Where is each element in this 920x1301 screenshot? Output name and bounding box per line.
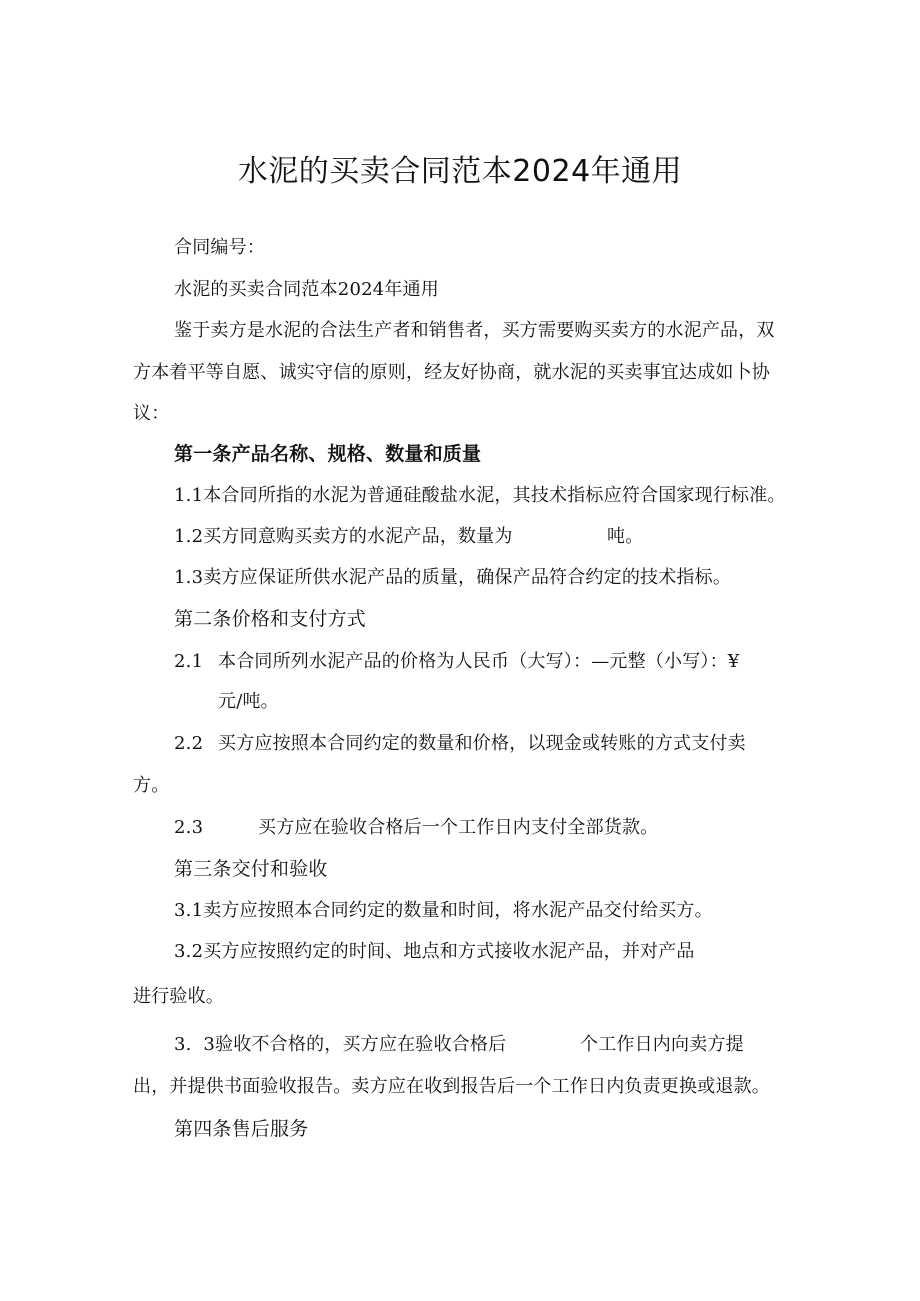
clause-3-1: 3.1卖方应按照本合同约定的数量和时间，将水泥产品交付给买方。 (174, 900, 713, 921)
clause-2-2: 买方应按照本合同约定的数量和价格，以现金或转账的方式支付卖 (218, 733, 746, 754)
preamble-line-2: 方本着平等自愿、诚实守信的原则，经友好协商，就水泥的买卖事宜达成如卜协 (133, 362, 770, 383)
document-subtitle: 水泥的买卖合同范本2024年通用 (174, 279, 440, 300)
clause-1-1: 1.1本合同所指的水泥为普通硅酸盐水泥，其技术指标应符合国家现行标准。 (174, 485, 786, 506)
clause-2-1: 本合同所列水泥产品的价格为人民币（大写）：—元整（小写）：¥ (218, 651, 740, 672)
clause-3-3-part-2: 个工作日内向卖方提 (580, 1034, 744, 1055)
clause-3-2: 3.2买方应按照约定的时间、地点和方式接收水泥产品，并对产品 (174, 941, 695, 962)
clause-2-2-number: 2.2 (174, 733, 204, 754)
preamble-line-1: 鉴于卖方是水泥的合法生产者和销售者，买方需要购买卖方的水泥产品，双 (174, 320, 775, 341)
clause-3-2-continued: 进行验收。 (133, 986, 224, 1007)
article-2-heading: 第二条价格和支付方式 (174, 608, 367, 630)
clause-2-1-continued: 元/吨。 (218, 691, 279, 712)
clause-2-2-continued: 方。 (133, 775, 170, 796)
clause-1-3: 1.3卖方应保证所供水泥产品的质量，确保产品符合约定的技术指标。 (174, 567, 732, 588)
article-1-heading: 第一条产品名称、规格、数量和质量 (174, 443, 482, 465)
article-3-heading: 第三条交付和验收 (174, 858, 328, 880)
preamble-line-3: 议： (133, 403, 170, 424)
clause-3-3: 3. 3验收不合格的，买方应在验收合格后 (174, 1034, 507, 1055)
article-4-heading: 第四条售后服务 (174, 1118, 309, 1140)
clause-2-3: 买方应在验收合格后一个工作日内支付全部货款。 (258, 817, 659, 838)
contract-number-label: 合同编号： (174, 237, 265, 258)
clause-2-1-number: 2.1 (174, 651, 204, 672)
clause-3-3-continued: 出，并提供书面验收报告。卖方应在收到报告后一个工作日内负责更换或退款。 (133, 1076, 770, 1097)
clause-2-3-number: 2.3 (174, 817, 204, 838)
clause-1-2-unit: 吨。 (607, 526, 644, 547)
document-title: 水泥的买卖合同范本2024年通用 (237, 154, 683, 189)
clause-1-2: 1.2买方同意购买卖方的水泥产品，数量为 (174, 526, 513, 547)
